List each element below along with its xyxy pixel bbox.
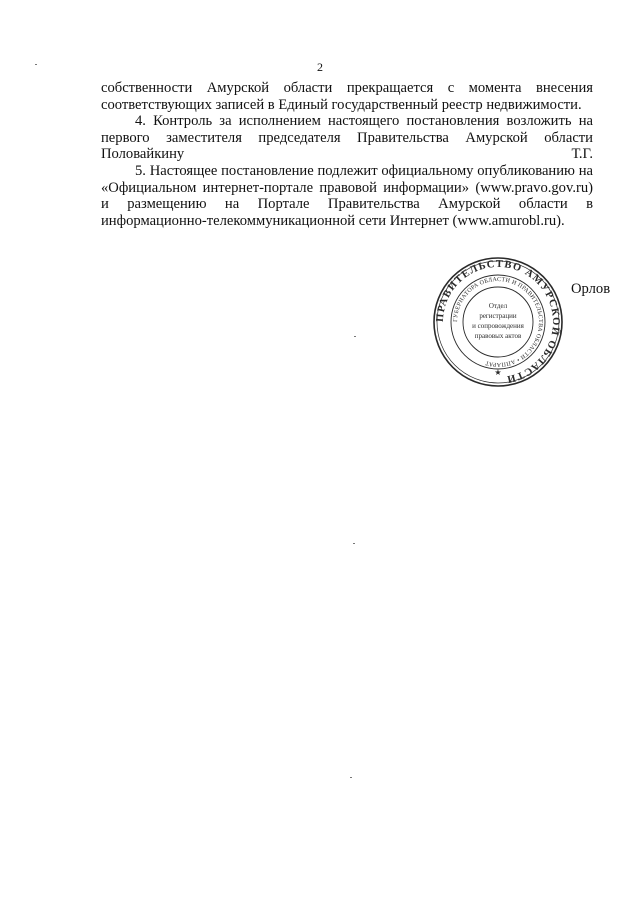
seal-outer-text: ПРАВИТЕЛЬСТВО АМУРСКОЙ ОБЛАСТИ [434,258,562,385]
seal-star-icon: ★ [494,368,502,377]
official-seal-stamp [431,255,565,389]
scan-speck [350,777,352,778]
seal-center-line: и сопровождения [472,322,524,330]
scan-speck [354,336,356,337]
signature-block [431,255,611,385]
paragraph-4: 4. Контроль за исполнением настоящего постановления возложить на первого заместителя председателя Правительства Амурской области Половайкину Т.Г. [101,113,593,163]
signatory-name: Орлов [571,281,611,297]
paragraph-continuation: собственности Амурской области прекращается с момента внесения соответствующих записей в Единый государственный реестр недвижимости. [101,80,593,113]
scan-speck [35,64,37,65]
page-number: 2 [317,60,323,74]
paragraph-5: 5. Настоящее постановление подлежит официальному опубликованию на «Официальном интернет-портале правовой информации» (www.pravo.gov.ru) и размещению на Портале Правительства Амурской области в информационно-телекоммуникационной сети Интернет (www.amurobl.ru). [101,162,593,229]
seal-center-line: правовых актов [474,332,522,340]
seal-center-line: регистрации [479,312,517,320]
seal-center-line: Отдел [488,302,508,310]
document-body [101,80,593,229]
seal-inner-text: ГУБЕРНАТОРА ОБЛАСТИ И ПРАВИТЕЛЬСТВА ОБЛАСТИ • АППАРАТ [452,276,544,368]
scan-speck [353,543,355,544]
